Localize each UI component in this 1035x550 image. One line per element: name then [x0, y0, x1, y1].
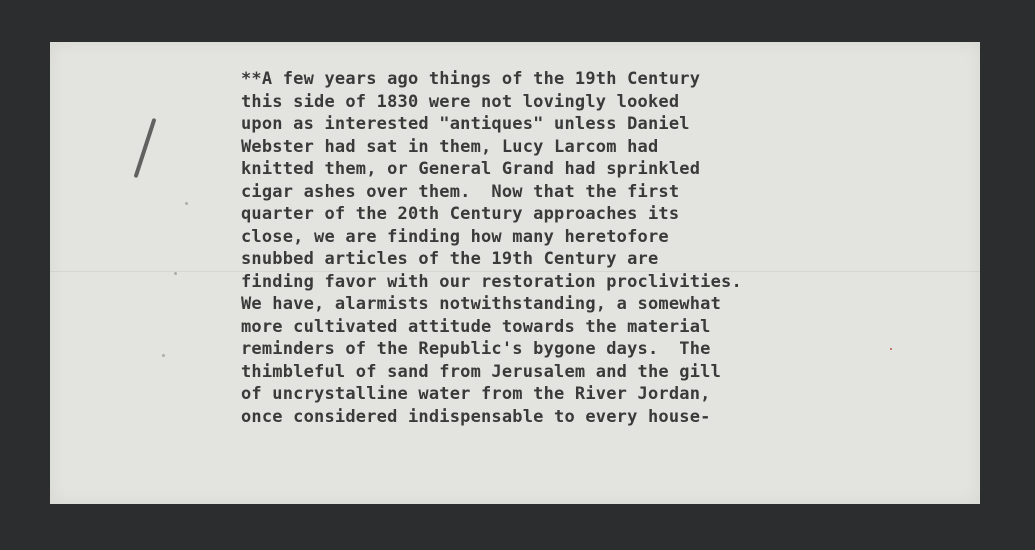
- text-line: snubbed articles of the 19th Century are: [241, 249, 659, 269]
- text-line: thimbleful of sand from Jerusalem and the gill: [241, 361, 722, 382]
- text-line: more cultivated attitude towards the material: [241, 316, 711, 337]
- text-line: cigar ashes over them. Now that the first: [241, 181, 680, 202]
- typewritten-text: [241, 68, 742, 428]
- text-line: knitted them, or General Grand had sprinkled: [241, 159, 701, 179]
- pencil-slash-mark: [134, 118, 157, 178]
- text-line: this side of 1830 were not lovingly looked: [241, 91, 680, 112]
- text-line: finding favor with our restoration proclivities.: [241, 271, 742, 292]
- text-line: close, we are finding how many heretofore: [241, 226, 669, 247]
- paper-speck: [162, 354, 165, 357]
- text-line: Webster had sat in them, Lucy Larcom had: [241, 136, 659, 157]
- text-line: quarter of the 20th Century approaches its: [241, 204, 680, 224]
- paper-speck: [185, 202, 188, 205]
- text-line: We have, alarmists notwithstanding, a somewhat: [241, 294, 722, 314]
- document-page: [50, 42, 980, 504]
- text-line: of uncrystalline water from the River Jordan,: [241, 384, 711, 404]
- text-line: upon as interested "antiques" unless Daniel: [241, 114, 690, 134]
- paper-speck: [174, 272, 177, 275]
- paper-speck: [890, 348, 892, 350]
- text-line: once considered indispensable to every house-: [241, 406, 711, 427]
- text-line: reminders of the Republic's bygone days. The: [241, 339, 711, 359]
- text-line: **A few years ago things of the 19th Century: [241, 69, 701, 89]
